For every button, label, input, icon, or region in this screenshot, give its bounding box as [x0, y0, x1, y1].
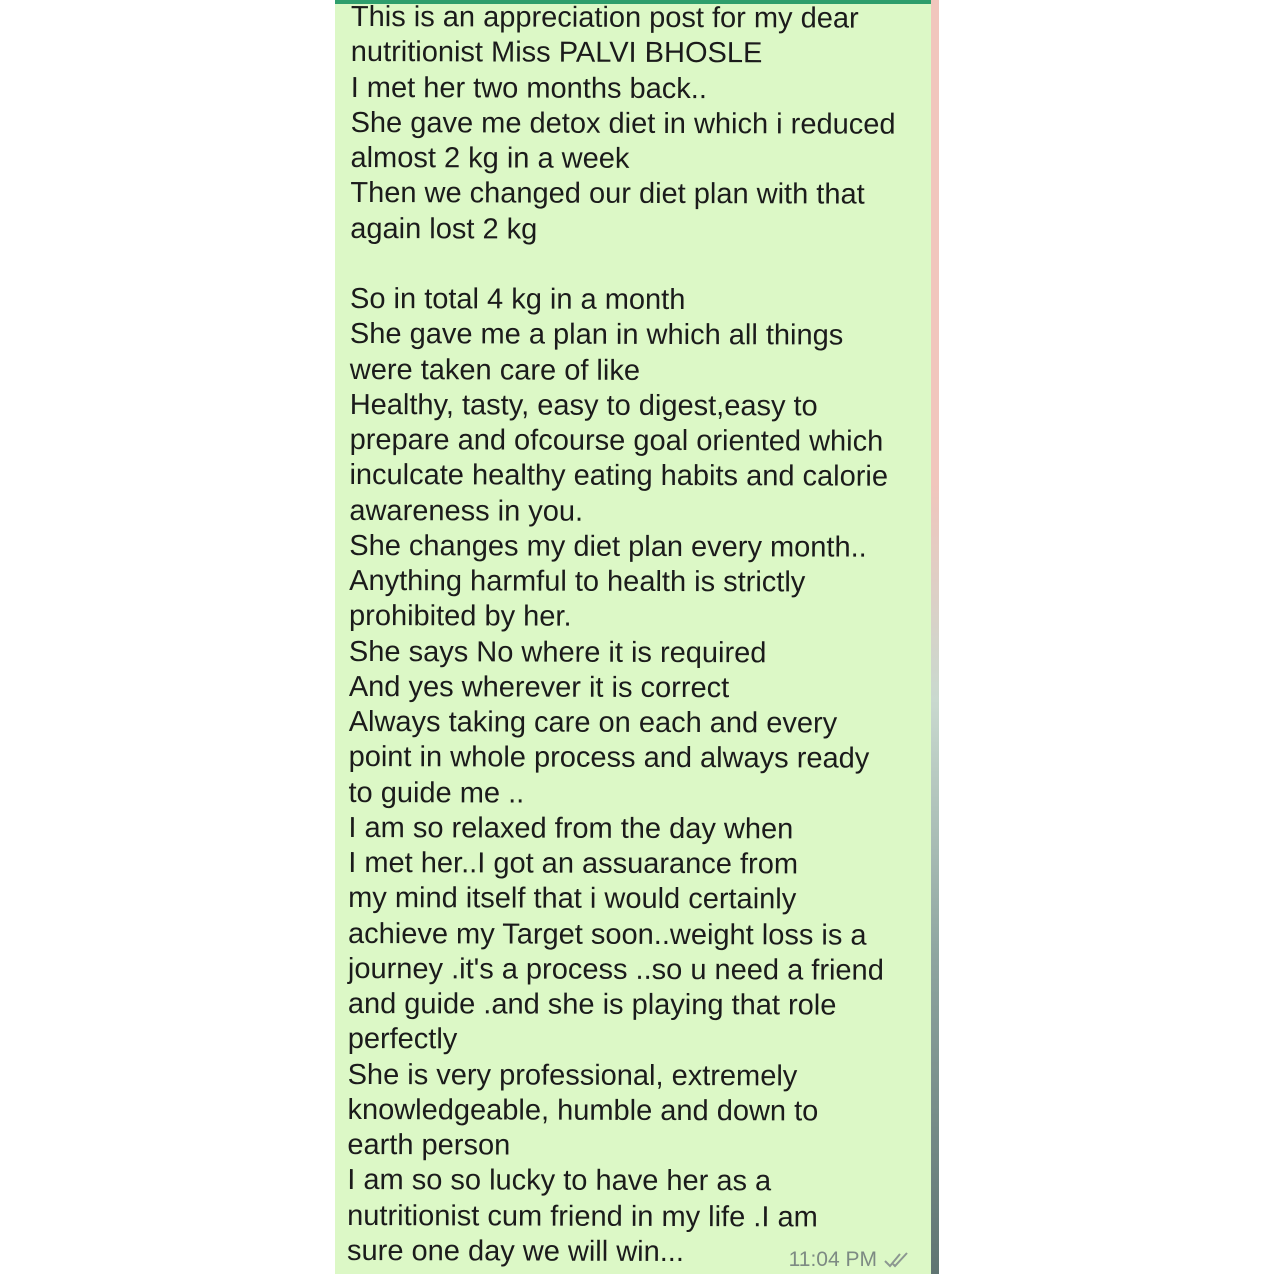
message-text: This is an appreciation post for my dear nutritionist Miss PALVI BHOSLE I met her two months back.. She gave me detox diet in which i reduced almost 2 kg in a week Then we changed our diet plan with that again lost 2 kg So in total 4 kg in a month She gave me a plan in which all things were taken care of like Healthy, tasty, easy to digest,easy to prepare and ofcourse goal oriented which inculcate healthy eating habits and calorie awareness in you. She changes my diet plan every month.. Anything harmful to health is strictly prohibited by her. She says No where it is required And yes wherever it is correct Always taking care on each and every point in whole process and always ready to guide me .. I am so relaxed from the day when I met her..I got an assuarance from my mind itself that i would certainly achieve my Target soon..weight loss is a journey .it's a process ..so u need a friend and guide .and she is playing that role perfectly She is very professional, extremely knowledgeable, humble and down to earth person I am so so lucky to have her as a nutritionist cum friend in my life .I am sure one day we will win...: [347, 0, 896, 1268]
double-check-icon: [883, 1250, 911, 1270]
background-edge: [931, 0, 939, 1274]
message-time: 11:04 PM: [788, 1248, 877, 1271]
chat-screenshot: [335, 0, 939, 1274]
message-meta: [789, 1248, 911, 1272]
message-bubble[interactable]: [335, 0, 931, 1274]
